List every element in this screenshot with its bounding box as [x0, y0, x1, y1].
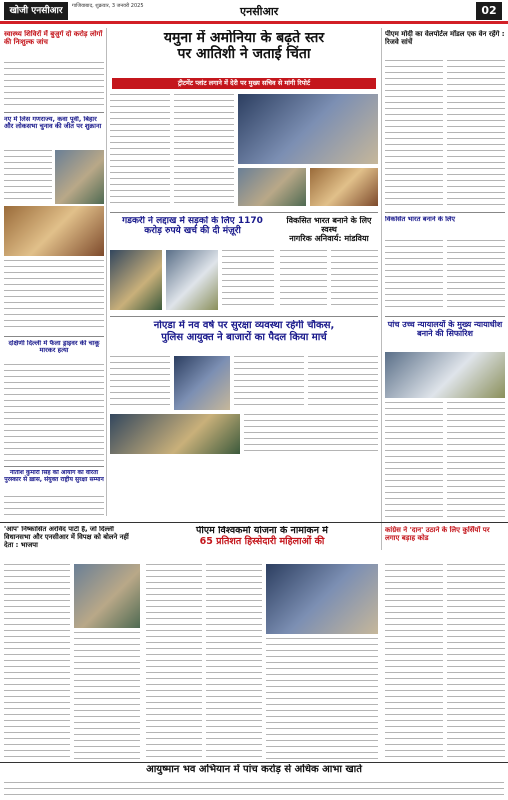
story-headline: पीएम मोदी का वेलपोर्टल मॉडल एक वेन रहेंगे : रिजवे सांचें	[385, 30, 505, 47]
story-headline: स्वास्थ्य शिविरों में बुजुर्ग दो करोड़ लोगों की निःशुल्क जांच	[4, 30, 103, 47]
column-divider	[381, 28, 382, 550]
story-body-text	[110, 356, 170, 410]
story-body-text	[447, 564, 505, 760]
story-body-text	[308, 356, 378, 410]
story-body-text	[4, 564, 70, 760]
bottom-center-story	[146, 526, 378, 560]
story-body-text	[385, 60, 443, 208]
story-headline: पांच उच्च न्यायालयों के मुख्य न्यायाधीश बनाने की सिफारिश	[387, 320, 503, 339]
story-headline: दक्षिणी दिल्ली में फैला ड्राइवर की चाकू मारकर हत्या	[8, 340, 100, 355]
news-photo	[74, 564, 140, 628]
footer-story	[4, 764, 504, 780]
news-photo	[266, 564, 378, 634]
section-title: एनसीआर	[240, 5, 279, 18]
news-photo	[110, 414, 240, 454]
story-body-text	[4, 260, 104, 332]
newspaper-logo: खोजी एनसीआर	[4, 2, 68, 20]
story-body-text	[4, 782, 504, 798]
bottom-left-story	[4, 526, 140, 560]
story-body-text	[385, 564, 443, 760]
story-headline: नीतीश कुमारी सिंह को आयोग का वीरता पुरस्कार से ख़ास, संयुक्त राष्ट्रीय सुरक्षा सम्मान	[4, 470, 104, 483]
news-photo	[174, 356, 230, 410]
center-story-4	[280, 216, 378, 246]
story-body-text	[206, 564, 262, 760]
news-photo	[238, 168, 306, 206]
story-headline-line2: नागरिक अनिवार्य: मांडविया	[289, 234, 369, 244]
lead-subheadline: ट्रीटमेंट प्लांट लगाने में देरी पर मुख्य सचिव से मांगी रिपोर्ट	[112, 78, 376, 89]
page-number: 02	[476, 2, 502, 20]
story-headline: विकसित भारत बनाने के लिए	[385, 216, 456, 223]
left-story-4	[4, 470, 104, 494]
lead-story-headline	[110, 30, 378, 80]
story-body-text	[146, 564, 202, 760]
footer-headline: आयुष्मान भव अभियान में पांच करोड़ से अधिक आभा खाते	[146, 764, 362, 775]
right-story-2	[385, 320, 505, 348]
right-story-4-box	[385, 216, 505, 238]
story-headline-line1: पीएम विश्वकर्मा योजना के नामांकन में	[195, 526, 328, 536]
lead-headline-line1: यमुना में अमोनिया के बढ़ते स्तर	[163, 30, 325, 46]
news-photo	[55, 150, 104, 204]
story-body-text	[4, 364, 104, 462]
left-story-2	[4, 116, 104, 146]
story-body-text	[331, 250, 378, 310]
story-headline: 'आप' निष्कासित अरविंद पार्टी है, जो दिल्ली विधानसभा और एनसीआर में विपक्ष को बोलने नहीं देता : भाजपा	[4, 526, 129, 549]
story-headline-line1: नोएडा में नव वर्ष पर सुरक्षा व्यवस्था रहेगी चौकस,	[153, 320, 335, 331]
story-headline: नए में लिस गणराज्य, कवा पूर्वी, बिहार और लोकसभा चुनाव की जीत पर शुक्राना	[4, 116, 102, 131]
story-headline-line2: करोड़ रुपये खर्च की दी मंज़ूरी	[144, 226, 241, 237]
story-body-text	[4, 150, 52, 202]
news-photo	[385, 352, 505, 398]
dateline: गाजियाबाद, शुक्रवार, 3 जनवरी 2025	[72, 3, 144, 9]
story-body-text	[174, 94, 234, 206]
lead-headline-line2: पर आतिशी ने जताई चिंता	[177, 46, 311, 63]
story-headline: कांग्रेस ने 'दान' उठाने के लिए कुर्सियों पर लगाए बड़ाह कोड	[385, 526, 490, 543]
story-headline-line1: गडकरी ने लद्दाख में सड़कों के लिए 1170	[122, 216, 263, 226]
story-body-text	[4, 496, 104, 516]
masthead	[0, 0, 508, 24]
story-headline-line2: पुलिस आयुक्त ने बाजारों का पैदल किया मार्च	[161, 331, 327, 343]
left-story-1	[4, 30, 104, 60]
story-body-text	[280, 250, 327, 310]
news-photo	[238, 94, 378, 164]
news-photo	[4, 206, 104, 256]
story-body-text	[447, 402, 505, 518]
center-story-3	[110, 320, 378, 352]
story-headline-line1: विकसित भारत बनाने के लिए स्वस्थ	[286, 216, 372, 235]
story-body-text	[447, 60, 505, 208]
story-body-text	[222, 250, 274, 310]
center-story-2	[110, 216, 275, 246]
column-divider	[106, 28, 107, 516]
story-body-text	[447, 240, 505, 310]
story-body-text	[74, 632, 140, 760]
story-body-text	[110, 94, 170, 206]
story-body-text	[4, 62, 104, 108]
story-body-text	[244, 414, 378, 454]
story-body-text	[234, 356, 304, 410]
news-photo	[166, 250, 218, 310]
news-photo	[110, 250, 162, 310]
story-body-text	[385, 240, 443, 310]
bottom-right-story	[385, 526, 505, 560]
story-headline-line2: 65 प्रतिशत हिस्सेदारी महिलाओं की	[199, 535, 325, 547]
news-photo	[310, 168, 378, 206]
right-story-1	[385, 30, 505, 58]
story-body-text	[266, 638, 378, 760]
left-story-3	[4, 340, 104, 362]
story-body-text	[385, 402, 443, 518]
